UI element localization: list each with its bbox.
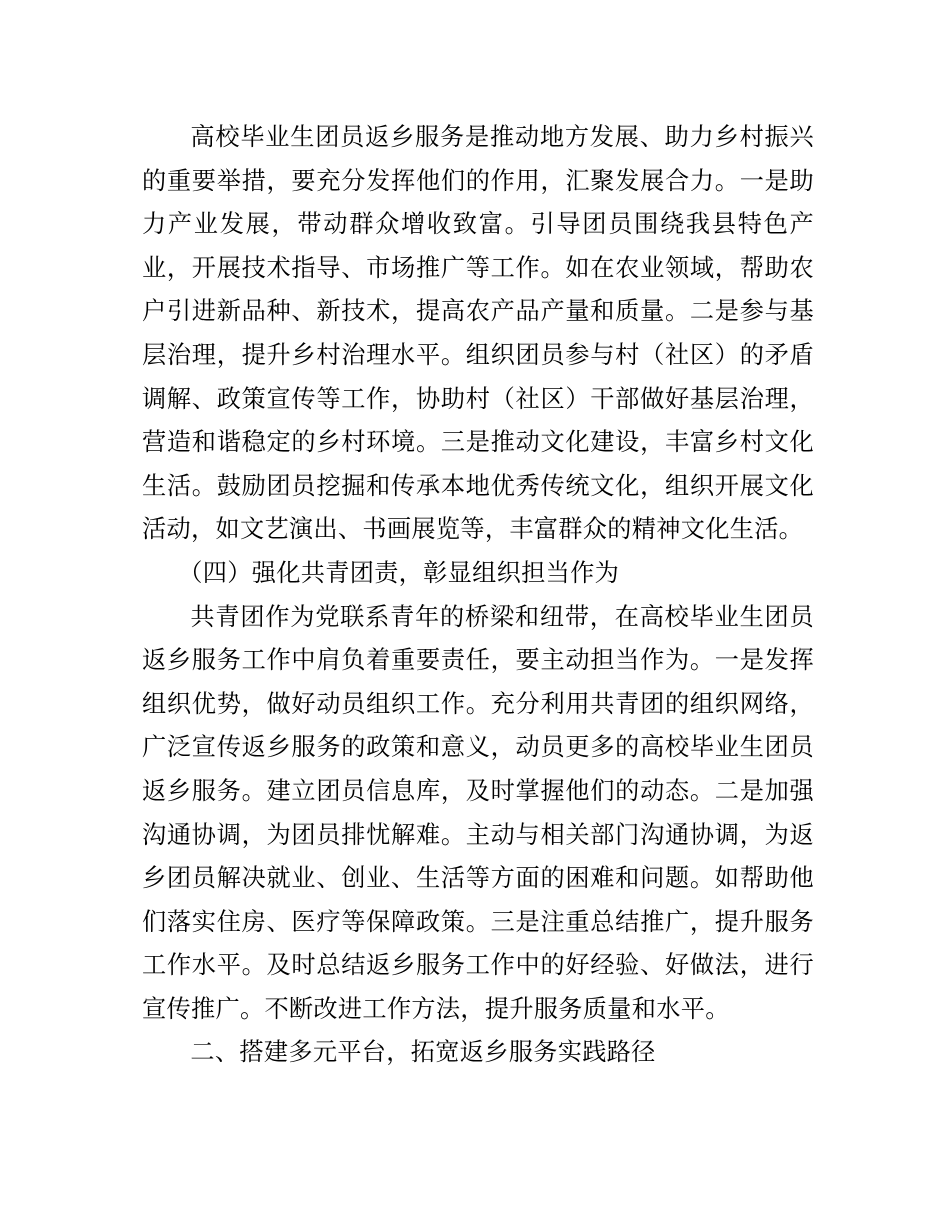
- body-paragraph-2: 共青团作为党联系青年的桥梁和纽带，在高校毕业生团员返乡服务工作中肩负着重要责任，要主动担当作为。一是发挥组织优势，做好动员组织工作。充分利用共青团的组织网络，广泛宣传返乡服务的政策和意义，动员更多的高校毕业生团员返乡服务。建立团员信息库，及时掌握他们的动态。二是加强沟通协调，为团员排忧解难。主动与相关部门沟通协调，为返乡团员解决就业、创业、生活等方面的困难和问题。如帮助他们落实住房、医疗等保障政策。三是注重总结推广，提升服务工作水平。及时总结返乡服务工作中的好经验、好做法，进行宣传推广。不断改进工作方法，提升服务质量和水平。: [142, 602, 814, 1023]
- body-paragraph-1: 高校毕业生团员返乡服务是推动地方发展、助力乡村振兴的重要举措，要充分发挥他们的作用，汇聚发展合力。一是助力产业发展，带动群众增收致富。引导团员围绕我县特色产业，开展技术指导、市场推广等工作。如在农业领域，帮助农户引进新品种、新技术，提高农产品产量和质量。二是参与基层治理，提升乡村治理水平。组织团员参与村（社区）的矛盾调解、政策宣传等工作，协助村（社区）干部做好基层治理，营造和谐稳定的乡村环境。三是推动文化建设，丰富乡村文化生活。鼓励团员挖掘和传承本地优秀传统文化，组织开展文化活动，如文艺演出、书画展览等，丰富群众的精神文化生活。: [142, 123, 814, 544]
- section-heading-2: 二、搭建多元平台，拓宽返乡服务实践路径: [190, 1038, 656, 1067]
- subsection-heading-4: （四）强化共青团责，彰显组织担当作为: [178, 558, 620, 587]
- document-body: [142, 116, 814, 1075]
